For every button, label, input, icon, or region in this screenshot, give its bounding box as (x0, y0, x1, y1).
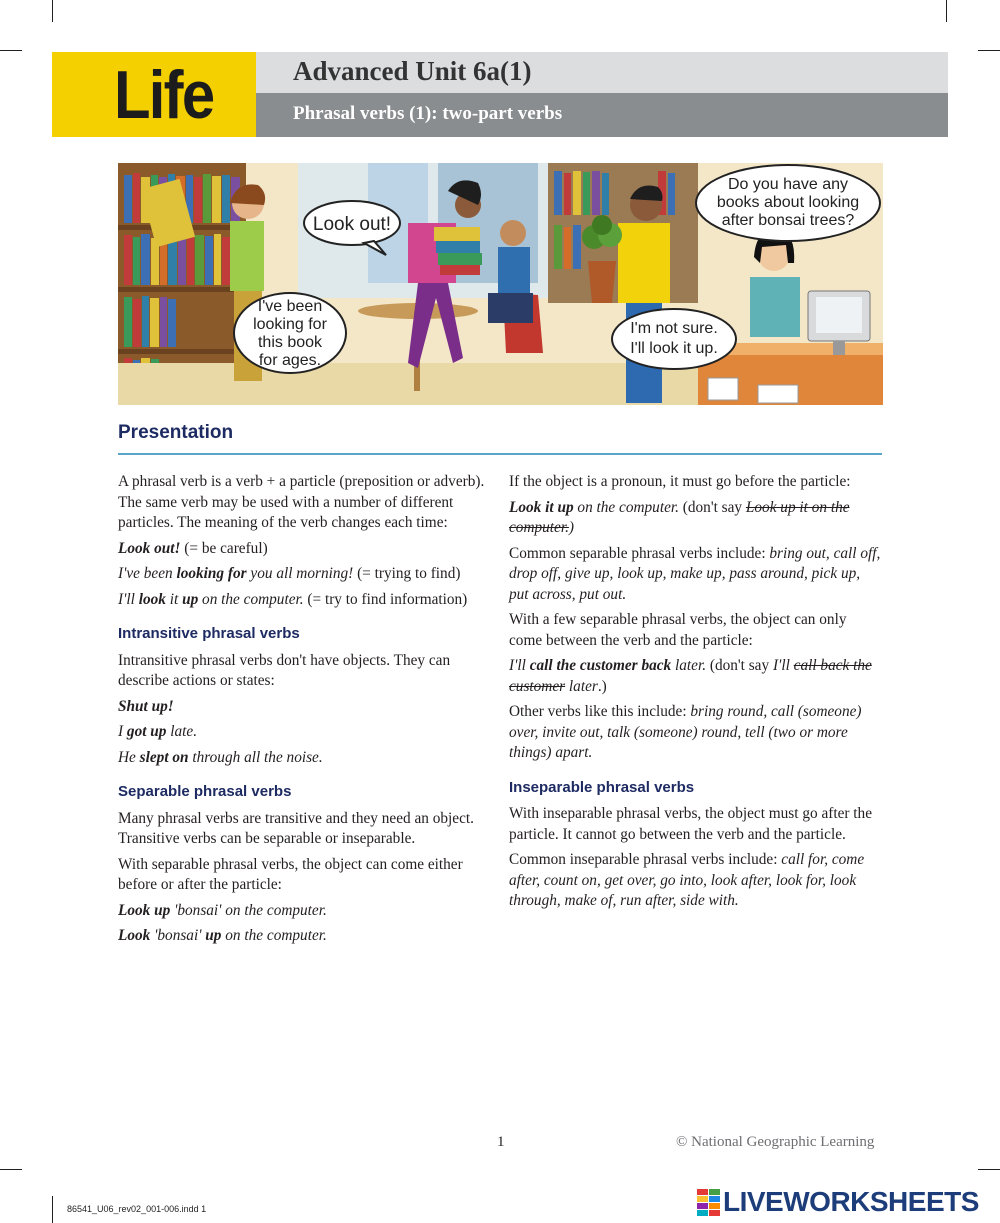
watermark-text: LIVEWORKSHEETS (723, 1186, 979, 1217)
paragraph: Intransitive phrasal verbs don't have objects. They can describe actions or states: (118, 651, 451, 689)
paragraph: With separable phrasal verbs, the object can come either before or after the particle: (118, 855, 463, 893)
paragraph: With inseparable phrasal verbs, the object must go after the particle. It cannot go between the verb and the particle. (509, 805, 872, 843)
crop-mark (978, 50, 1000, 51)
crop-mark (52, 0, 53, 22)
unit-subtitle-bar (256, 93, 948, 137)
example-line: I'll look it up on the computer. (= try to find information) (118, 590, 468, 608)
section-divider (118, 453, 882, 455)
unit-title: Advanced Unit 6a(1) (293, 56, 532, 86)
paragraph: With a few separable phrasal verbs, the object can only come between the verb and the particle: (509, 611, 847, 649)
left-column (118, 472, 496, 952)
intro-paragraph: A phrasal verb is a verb + a particle (preposition or adverb). The same verb may be used with a number of different particles. The meaning of the verb changes each time: (118, 473, 485, 531)
unit-subtitle: Phrasal verbs (1): two-part verbs (293, 103, 563, 124)
example-line: I've been looking for you all morning! (= trying to find) (118, 565, 461, 582)
library-scene (118, 163, 883, 405)
library-illustration (118, 163, 883, 405)
bubble-line: I've been (257, 298, 323, 315)
paragraph: Common separable phrasal verbs include: bring out, call off, drop off, give up, look up, make up, pass around, pick up, put across, put out. (509, 544, 881, 603)
bubble-line: this book (257, 334, 323, 351)
crop-mark (52, 1196, 53, 1223)
brand-name: Life (114, 57, 214, 133)
liveworksheets-watermark (697, 1186, 997, 1220)
right-column (509, 472, 883, 917)
crop-mark (978, 1169, 1000, 1170)
speech-bubble (612, 309, 736, 369)
example-line: Look 'bonsai' up on the computer. (118, 927, 327, 944)
paragraph: Many phrasal verbs are transitive and they need an object. Transitive verbs can be separable or inseparable. (118, 809, 474, 847)
life-logo (52, 52, 256, 137)
example-line: I got up late. (118, 723, 198, 740)
page-number: 1 (497, 1134, 505, 1150)
subheading-intransitive: Intransitive phrasal verbs (118, 625, 300, 642)
bubble-line: after bonsai trees? (721, 212, 855, 229)
bubble-line: for ages. (258, 352, 322, 369)
crop-mark (0, 50, 22, 51)
example-line: Look out! (= be careful) (118, 539, 268, 557)
bubble-line: looking for (253, 316, 327, 333)
bubble-line: I'll look it up. (630, 340, 718, 357)
crop-mark (0, 1169, 22, 1170)
example-line: He slept on through all the noise. (118, 748, 323, 766)
bubble-line: books about looking (716, 194, 860, 211)
example-line: Look up 'bonsai' on the computer. (118, 901, 327, 919)
copyright: © National Geographic Learning (676, 1134, 875, 1150)
subheading-inseparable: Inseparable phrasal verbs (509, 778, 695, 796)
paragraph: Other verbs like this include: bring round, call (someone) over, invite out, talk (someone) round, tell (two or more things) apart. (509, 703, 862, 761)
bubble-look-out: Look out! (312, 214, 392, 235)
liveworksheets-logo-icon (697, 1189, 721, 1217)
unit-title-bar (256, 52, 948, 93)
crop-mark (946, 0, 947, 22)
file-slug: 86541_U06_rev02_001-006.indd 1 (67, 1204, 207, 1214)
example-line: Shut up! (118, 697, 174, 715)
example-line: I'll call the customer back later. (don't say I'll call back the customer later.) (509, 657, 872, 695)
bubble-line: Do you have any (727, 176, 849, 193)
bubble-line: I'm not sure. (630, 320, 718, 337)
section-title: Presentation (118, 422, 234, 443)
paragraph: If the object is a pronoun, it must go before the particle: (509, 473, 851, 490)
paragraph: Common inseparable phrasal verbs include: call for, come after, count on, get over, go into, look after, look for, look through, make of, run after, side with. (509, 851, 865, 909)
subheading-separable: Separable phrasal verbs (118, 783, 292, 800)
example-line: Look it up on the computer. (don't say Look up it on the computer.) (509, 498, 850, 536)
